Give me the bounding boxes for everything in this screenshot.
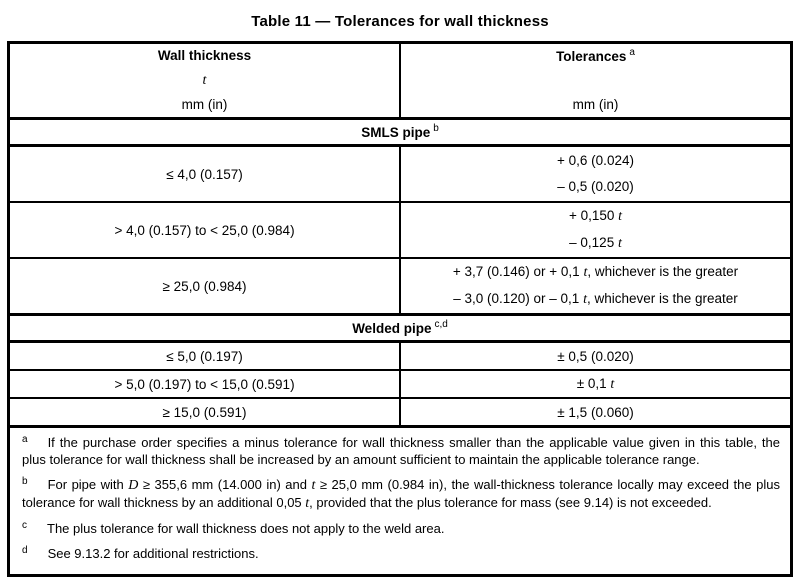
footnote-text: If the purchase order specifies a minus tolerance for wall thickness smaller than the applicable value given in this table, the plus tolerance for wall thickness shall be increased by an amount sufficient to maintain the applicable tolerance range.: [22, 435, 780, 467]
table-row: [9, 398, 792, 427]
document-page: [0, 13, 800, 580]
tolerance-plus-line: [401, 148, 790, 174]
section-cell-smls: [9, 119, 792, 146]
wall-thickness-value: ≤ 5,0 (0.197): [9, 342, 401, 371]
footnote-text: See 9.13.2 for additional restrictions.: [47, 546, 259, 561]
symbol-t: t: [583, 292, 587, 307]
header-cell-tolerances: [400, 43, 792, 119]
table-row: [9, 342, 792, 371]
symbol-t: t: [618, 209, 623, 224]
footnote-text: ≥ 25,0 mm (0.984 in), the wall-thickness tolerance locally may exceed the plus tolerance for wall thickness by an additional 0,05: [22, 477, 780, 510]
tolerance-text: ± 0,5 (0.020): [557, 348, 634, 364]
footnote-b: [22, 476, 780, 512]
tolerance-value: [400, 370, 792, 398]
footnote-letter: b: [22, 475, 28, 487]
footnotes-cell: [9, 427, 792, 576]
symbol-t: t: [202, 73, 207, 88]
table-row: [9, 146, 792, 203]
tolerance-plus-line: [401, 203, 790, 230]
tolerances-heading: Tolerances: [556, 48, 627, 64]
footnotes-row: [9, 427, 792, 576]
tolerance-text: , whichever is the greater: [586, 291, 738, 306]
tolerance-minus-line: [401, 286, 790, 313]
footnote-text: , provided that the plus tolerance for mass (see 9.14) is not exceeded.: [309, 495, 712, 510]
table-row: [9, 202, 792, 258]
tolerance-text: – 3,0 (0.120) or – 0,1: [453, 291, 584, 306]
footnote-d: [22, 545, 780, 562]
tolerance-text: – 0,5 (0.020): [557, 179, 634, 194]
symbol-t: t: [610, 376, 615, 392]
wall-thickness-symbol-line: [10, 68, 399, 93]
section-row-welded: [9, 315, 792, 342]
tolerances-unit: mm (in): [572, 96, 619, 112]
footnote-letter: a: [22, 433, 28, 445]
footnote-letter: c: [22, 519, 27, 531]
footnote-text: For pipe with: [47, 477, 129, 492]
footnote-text: ≥ 355,6 mm (14.000 in) and: [138, 477, 312, 492]
spacer-line: [401, 69, 790, 93]
tolerance-value: [400, 202, 792, 258]
symbol-t: t: [617, 236, 622, 251]
tolerance-value: [400, 398, 792, 427]
footnote-ref-a: a: [629, 47, 635, 58]
tolerance-value: [400, 146, 792, 203]
table-header-row: [9, 43, 792, 119]
wall-thickness-value: ≥ 15,0 (0.591): [9, 398, 401, 427]
footnote-letter: d: [22, 544, 28, 556]
symbol-D: D: [128, 478, 139, 493]
tolerance-minus-line: [401, 230, 790, 257]
tolerance-text: , whichever is the greater: [587, 264, 739, 279]
symbol-t: t: [305, 496, 310, 511]
header-cell-wall-thickness: [9, 43, 401, 119]
tolerances-heading-line: [401, 45, 790, 69]
section-row-smls: [9, 119, 792, 146]
smls-label: SMLS pipe: [361, 124, 431, 140]
footnote-ref-b: b: [433, 123, 439, 134]
footnote-c: [22, 520, 780, 537]
section-cell-welded: [9, 315, 792, 342]
tolerance-text: + 0,6 (0.024): [557, 153, 634, 168]
tolerances-table: [7, 41, 793, 577]
table-title: Table 11 — Tolerances for wall thickness: [251, 13, 549, 30]
wall-thickness-value: ≤ 4,0 (0.157): [9, 146, 401, 203]
tolerance-plus-line: [401, 259, 790, 286]
wall-thickness-heading: Wall thickness: [157, 48, 252, 63]
tolerance-value: [400, 342, 792, 371]
tolerance-minus-line: [401, 174, 790, 200]
tolerance-text: ± 0,1: [576, 375, 611, 391]
footnote-ref-cd: c,d: [434, 319, 448, 330]
table-row: [9, 370, 792, 398]
table-row: [9, 258, 792, 315]
tolerance-text: ± 1,5 (0.060): [557, 404, 634, 420]
footnote-a: [22, 434, 780, 468]
wall-thickness-unit: mm (in): [181, 97, 228, 112]
tolerance-text: + 0,150: [568, 208, 619, 223]
tolerance-text: + 3,7 (0.146) or + 0,1: [452, 264, 584, 279]
wall-thickness-value: > 5,0 (0.197) to < 15,0 (0.591): [9, 370, 401, 398]
symbol-t: t: [311, 478, 316, 493]
tolerance-value: [400, 258, 792, 315]
wall-thickness-value: > 4,0 (0.157) to < 25,0 (0.984): [9, 202, 401, 258]
welded-label: Welded pipe: [352, 320, 432, 336]
wall-thickness-value: ≥ 25,0 (0.984): [9, 258, 401, 315]
footnote-text: The plus tolerance for wall thickness does not apply to the weld area.: [47, 521, 445, 536]
tolerance-text: – 0,125: [569, 235, 618, 250]
symbol-t: t: [583, 265, 588, 280]
